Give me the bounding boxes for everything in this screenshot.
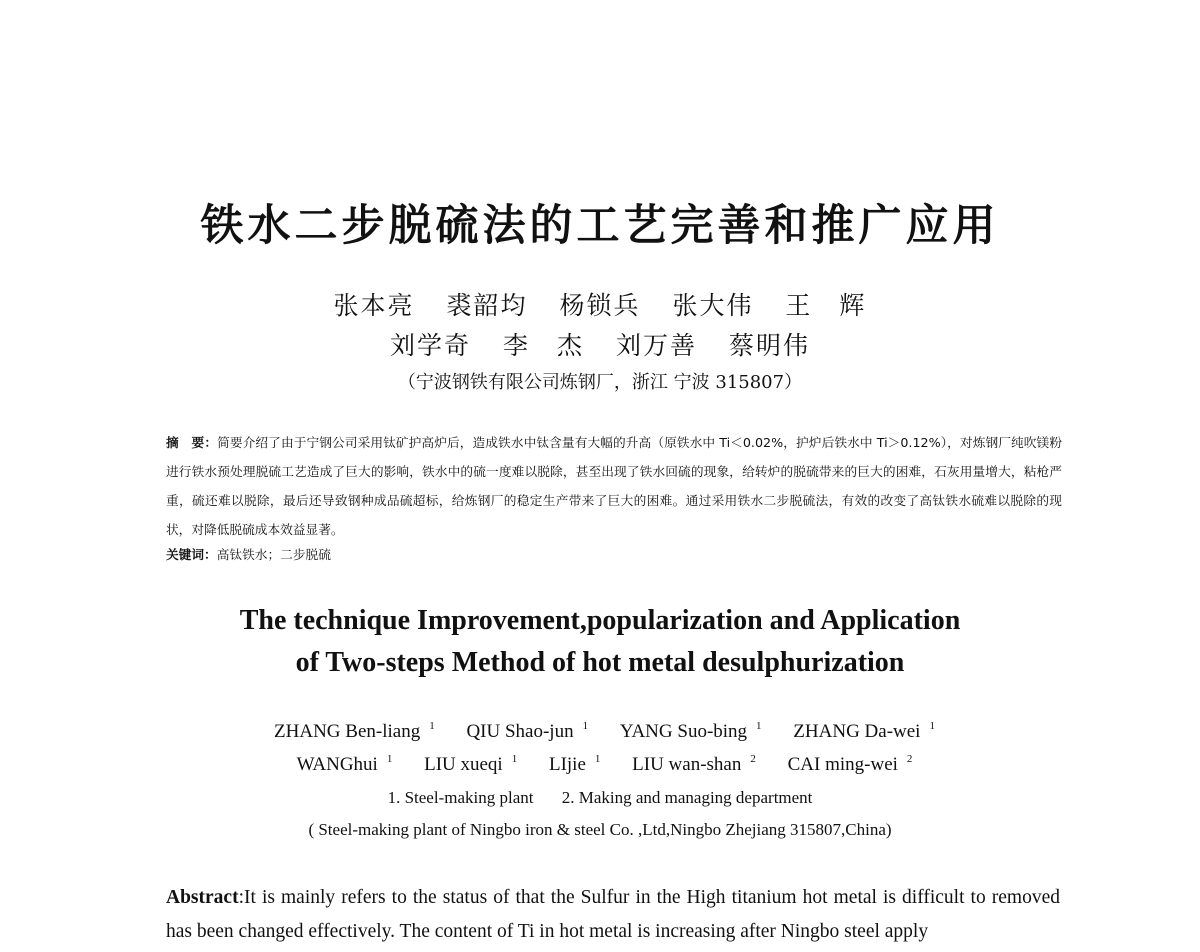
author-en <box>457 718 588 746</box>
author-en-affil-mark: 1 <box>582 720 589 732</box>
department-en: 2. Making and managing department <box>561 788 813 807</box>
keywords-cn-text: 高钛铁水；二步脱硫 <box>216 547 331 562</box>
author-en <box>265 718 435 746</box>
author-en-name: LIjie <box>548 754 586 775</box>
author-en-name: ZHANG Ben-liang <box>274 721 421 742</box>
author-en-affil-mark: 1 <box>429 720 435 732</box>
author-en-name: LIU wan-shan <box>632 754 742 775</box>
title-cn: 铁水二步脱硫法的工艺完善和推广应用 <box>200 201 1000 251</box>
author-en-name: ZHANG Da-wei <box>793 721 921 742</box>
author-en-name: WANGhui <box>296 754 378 775</box>
author-en-name: CAI ming-wei <box>787 754 898 775</box>
author-cn: 蔡明伟 <box>728 331 810 360</box>
keywords-cn-label: 关键词： <box>166 547 217 562</box>
author-en-name: YANG Suo-bing <box>619 721 748 742</box>
author-en <box>540 751 600 779</box>
author-cn: 刘学奇 <box>390 331 472 360</box>
author-en <box>779 751 913 779</box>
author-cn: 刘万善 <box>615 331 697 360</box>
author-cn: 张大伟 <box>672 291 754 320</box>
author-cn: 张本亮 <box>333 291 415 320</box>
author-en <box>784 718 935 746</box>
authors-cn-line-2 <box>0 329 1200 363</box>
author-en <box>623 751 756 779</box>
abstract-cn-text: 简要介绍了由于宁钢公司采用钛矿护高炉后，造成铁水中钛含量有大幅的升高（原铁水中 Ti＜0.02%，护炉后铁水中 Ti＞0.12%），对炼钢厂纯吹镁粉进行铁水预处理脱硫工艺造成了巨大的影响，铁水中的硫一度难以脱除，甚至出现了铁水回硫的现象，给转炉的脱硫带来的巨大的困难，石灰用量增大，粘枪严重，硫还难以脱除，最后还导致钢种成品硫超标，给炼钢厂的稳定生产带来了巨大的困难。通过采用铁水二步脱硫法，有效的改变了高钛铁水硫难以脱除的现状，对降低脱硫成本效益显著。 <box>166 435 1063 537</box>
abstract-cn <box>166 428 1062 544</box>
departments-en <box>0 785 1200 811</box>
title-en-line-2: of Two-steps Method of hot metal desulphurization <box>295 647 905 678</box>
author-en <box>288 751 393 779</box>
authors-en-line-2 <box>0 751 1200 779</box>
authors-en-line-1 <box>0 718 1200 746</box>
title-en-line-1: The technique Improvement,popularization and Application <box>239 605 961 636</box>
author-cn: 王 辉 <box>785 291 867 320</box>
affiliation-cn: （宁波钢铁有限公司炼钢厂，浙江 宁波 315807） <box>397 372 803 393</box>
author-cn: 李 杰 <box>503 331 585 360</box>
author-en <box>415 751 517 779</box>
abstract-en-text: :It is mainly refers to the status of that the Sulfur in the High titanium hot metal is difficult to removed has been changed effectively. The content of Ti in hot metal is increasing after Ningbo steel apply <box>166 887 1060 942</box>
keywords-cn <box>166 542 1062 568</box>
author-en-affil-mark: 2 <box>750 753 756 765</box>
author-en-name: LIU xueqi <box>424 754 503 775</box>
title-en <box>0 600 1200 684</box>
author-en-affil-mark: 1 <box>511 753 518 765</box>
author-en-affil-mark: 2 <box>906 753 913 765</box>
authors-cn-line-1 <box>0 289 1200 323</box>
author-en-affil-mark: 1 <box>386 753 393 765</box>
author-en-affil-mark: 1 <box>929 720 935 732</box>
affiliation-en: ( Steel-making plant of Ningbo iron & steel Co. ,Ltd,Ningbo Zhejiang 315807,China) <box>308 820 892 839</box>
author-cn: 裘韶均 <box>446 291 528 320</box>
author-en-name: QIU Shao-jun <box>466 721 574 742</box>
department-en: 1. Steel-making plant <box>387 788 534 807</box>
abstract-en-label: Abstract <box>166 887 239 908</box>
abstract-cn-label: 摘 要： <box>166 435 218 450</box>
author-en-affil-mark: 1 <box>594 753 601 765</box>
abstract-en <box>166 881 1060 949</box>
author-cn: 杨锁兵 <box>559 291 641 320</box>
author-en-affil-mark: 1 <box>756 720 762 732</box>
author-en <box>611 718 762 746</box>
